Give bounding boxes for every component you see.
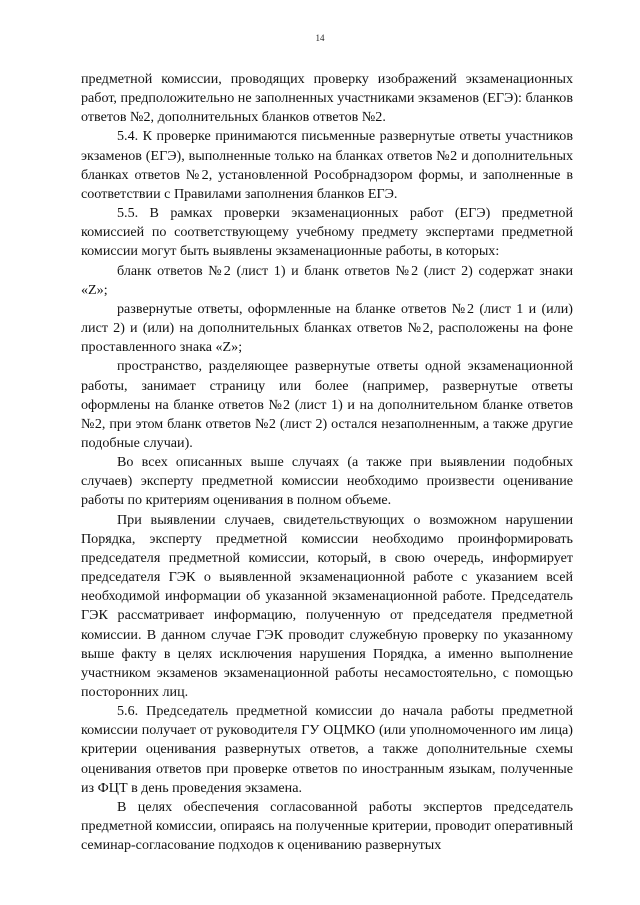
list-item-z-marks: бланк ответов №2 (лист 1) и бланк ответов №2 (лист 2) содержат знаки «Z»; xyxy=(81,262,573,298)
document-body xyxy=(81,70,573,855)
paragraph-violation-procedure: При выявлении случаев, свидетельствующих о возможном нарушении Порядка, эксперту предметной комиссии необходимо проинформировать председателя предметной комиссии, который, в свою очередь, информирует председателя ГЭК о выявленной экзаменационной работе с указанием всей необходимой информации об указанной экзаменационной работе. Председатель ГЭК рассматривает информацию, полученную от председателя предметной комиссии. В данном случае ГЭК проводит служебную проверку по указанному выше факту в целях исключения нарушения Порядка, а именно выполнение участником экзаменов экзаменационной работы несамостоятельно, с помощью посторонних лиц. xyxy=(81,511,573,700)
list-item-z-background: развернутые ответы, оформленные на бланке ответов №2 (лист 1 и (или) лист 2) и (или) на дополнительных бланках ответов №2, расположены на фоне проставленного знака «Z»; xyxy=(81,300,573,356)
paragraph-5-4: 5.4. К проверке принимаются письменные развернутые ответы участников экзаменов (ЕГЭ), выполненные только на бланках ответов №2 и дополнительных бланках ответов №2, установленной Рособрнадзором формы, и заполненные в соответствии с Правилами заполнения бланков ЕГЭ. xyxy=(81,128,573,202)
page-number: 14 xyxy=(315,33,325,43)
paragraph-coordination-seminar: В целях обеспечения согласованной работы экспертов председатель предметной комиссии, опираясь на полученные критерии, проводит оперативный семинар-согласование подходов к оцениванию развернутых xyxy=(81,798,573,854)
paragraph-5-5: 5.5. В рамках проверки экзаменационных работ (ЕГЭ) предметной комиссией по соответствующему учебному предмету экспертами предметной комиссии могут быть выявлены экзаменационные работы, в которых: xyxy=(81,205,573,260)
list-item-empty-space: пространство, разделяющее развернутые ответы одной экзаменационной работы, занимает страницу или более (например, развернутые ответы оформлены на бланке ответов №2 (лист 1) и на дополнительном бланке ответов №2, при этом бланк ответов №2 (лист 2) остался незаполненным, а также другие подобные случаи). xyxy=(81,358,573,451)
paragraph-5-6: 5.6. Председатель предметной комиссии до начала работы предметной комиссии получает от руководителя ГУ ОЦМКО (или уполномоченного им лица) критерии оценивания развернутых ответов, а также дополнительные схемы оценивания ответов при проверке ответов по иностранным языкам, полученные из ФЦТ в день проведения экзамена. xyxy=(81,703,573,796)
paragraph-continuation: предметной комиссии, проводящих проверку изображений экзаменационных работ, предположительно не заполненных участниками экзаменов (ЕГЭ): бланков ответов №2, дополнительных бланков ответов №2. xyxy=(81,71,573,126)
paragraph-full-evaluation: Во всех описанных выше случаях (а также при выявлении подобных случаев) эксперту предметной комиссии необходимо произвести оценивание работы по критериям оценивания в полном объеме. xyxy=(81,454,573,509)
